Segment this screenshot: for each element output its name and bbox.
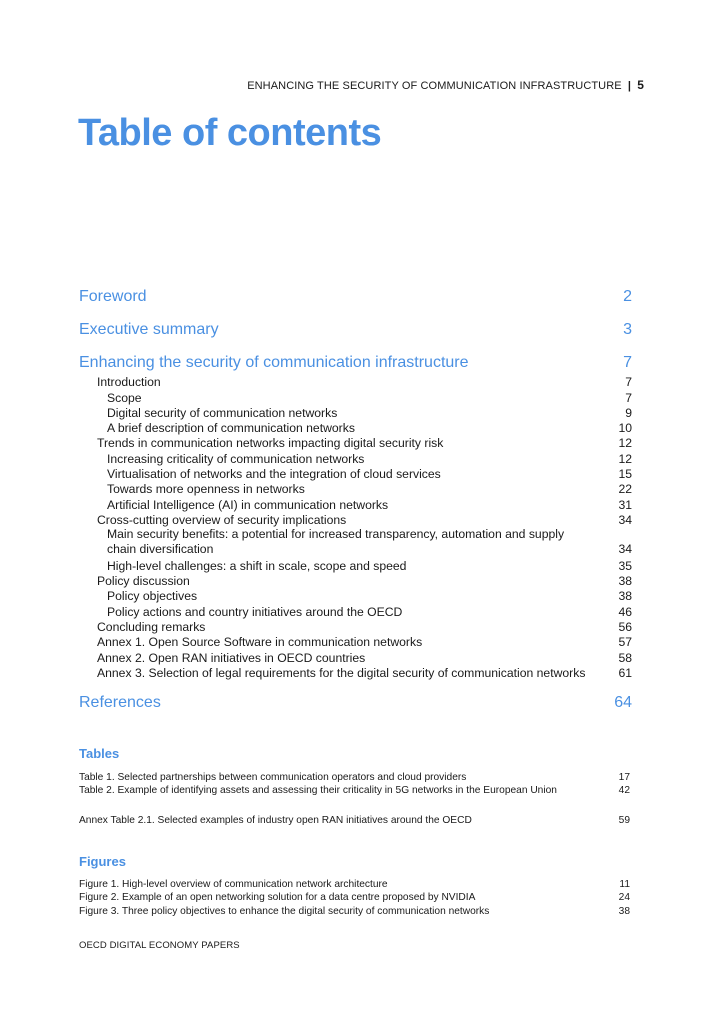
toc-subsection[interactable] [79,481,632,496]
toc-section[interactable] [79,374,632,389]
figure-entry-page: 38 [618,905,630,917]
table-of-contents [79,288,632,727]
toc-label: Introduction [97,375,161,390]
toc-page: 22 [618,482,632,497]
figure-entry[interactable] [79,903,632,916]
table-entry[interactable] [79,770,632,783]
toc-label: Foreword [79,288,147,305]
figure-entry-page: 11 [619,879,630,891]
toc-section[interactable] [79,512,632,527]
toc-label: Annex 3. Selection of legal requirements for the digital security of communication networks [97,665,586,680]
toc-label: Scope [107,390,142,405]
toc-label: Concluding remarks [97,620,206,635]
toc-page: 58 [618,650,632,665]
toc-subsection[interactable] [79,588,632,603]
toc-label: Trends in communication networks impacting digital security risk [97,436,444,451]
running-title: ENHANCING THE SECURITY OF COMMUNICATION INFRASTRUCTURE [247,80,622,92]
toc-page: 9 [625,405,632,420]
table-entry-label: Annex Table 2.1. Selected examples of industry open RAN initiatives around the OECD [79,814,472,826]
toc-page: 34 [618,542,632,557]
table-entry-label: Table 1. Selected partnerships between communication operators and cloud providers [79,772,467,784]
toc-page: 12 [618,436,632,451]
figure-entry[interactable] [79,877,632,890]
tables-heading: Tables [79,746,120,761]
figure-entry-label: Figure 2. Example of an open networking solution for a data centre proposed by NVIDIA [79,892,476,904]
toc-subsection[interactable] [79,496,632,511]
table-entry-page: 42 [618,785,630,797]
toc-label: Policy discussion [97,574,190,589]
toc-label: Executive summary [79,321,219,338]
figures-heading: Figures [79,854,126,869]
figure-entry[interactable] [79,890,632,903]
table-entry[interactable] [79,783,632,796]
toc-label: Artificial Intelligence (AI) in communication networks [107,497,389,512]
toc-label: Annex 2. Open RAN initiatives in OECD countries [97,650,366,665]
toc-section[interactable] [79,634,632,649]
toc-page: 35 [618,558,632,573]
toc-page: 7 [623,354,632,371]
toc-page: 12 [618,451,632,466]
figure-entry-label: Figure 1. High-level overview of communication network architecture [79,879,388,891]
toc-label: Increasing criticality of communication networks [107,451,365,466]
toc-label: Policy actions and country initiatives around the OECD [107,604,403,619]
toc-subsection[interactable] [79,466,632,481]
toc-page: 64 [614,693,632,711]
toc-label: High-level challenges: a shift in scale, scope and speed [107,558,407,573]
toc-label: Policy objectives [107,589,198,604]
table-entry[interactable] [79,812,632,825]
toc-page: 7 [625,375,632,390]
toc-chapter-main[interactable] [79,354,632,374]
toc-chapter-foreword[interactable] [79,288,632,321]
toc-label: Cross-cutting overview of security implications [97,512,347,527]
toc-subsection[interactable] [79,558,632,573]
toc-section[interactable] [79,619,632,634]
figure-entry-page: 24 [618,892,630,904]
page-number: 5 [637,78,644,92]
toc-page: 2 [623,288,632,305]
toc-page: 38 [618,589,632,604]
toc-page: 15 [618,467,632,482]
page-title: Table of contents [78,112,382,154]
toc-page: 38 [618,574,632,589]
toc-label: Virtualisation of networks and the integration of cloud services [107,467,441,482]
toc-page: 57 [618,635,632,650]
figure-entry-label: Figure 3. Three policy objectives to enhance the digital security of communication networks [79,905,490,917]
toc-page: 46 [618,604,632,619]
toc-chapter-executive-summary[interactable] [79,321,632,354]
toc-page: 61 [618,665,632,680]
toc-label: References [79,693,161,711]
toc-section[interactable] [79,435,632,450]
page-footer: OECD DIGITAL ECONOMY PAPERS [79,940,240,951]
toc-subsection[interactable] [79,527,632,558]
table-entry-page: 17 [618,772,630,784]
toc-page: 7 [625,390,632,405]
toc-label: Digital security of communication networks [107,405,338,420]
table-entry-page: 59 [618,814,630,826]
toc-subsection[interactable] [79,450,632,465]
toc-subsection[interactable] [79,389,632,404]
toc-subsection[interactable] [79,603,632,618]
toc-subsection[interactable] [79,420,632,435]
toc-page: 34 [618,512,632,527]
toc-section[interactable] [79,665,632,680]
toc-page: 10 [618,421,632,436]
toc-subsection[interactable] [79,405,632,420]
table-entry-label: Table 2. Example of identifying assets and assessing their criticality in 5G networks in the European Union [79,785,557,797]
toc-chapter-references[interactable] [79,694,632,727]
header-separator: | [627,80,632,92]
tables-list [79,746,632,826]
toc-page: 3 [623,321,632,338]
toc-label: Main security benefits: a potential for increased transparency, automation and supply chain diversification [107,526,565,557]
running-header [247,78,644,92]
toc-label: Towards more openness in networks [107,482,305,497]
toc-section[interactable] [79,573,632,588]
toc-page: 31 [618,497,632,512]
toc-label: Enhancing the security of communication infrastructure [79,354,469,371]
toc-page: 56 [618,620,632,635]
toc-label: Annex 1. Open Source Software in communication networks [97,635,423,650]
toc-section[interactable] [79,649,632,664]
figures-list [79,854,632,917]
toc-label: A brief description of communication networks [107,421,355,436]
